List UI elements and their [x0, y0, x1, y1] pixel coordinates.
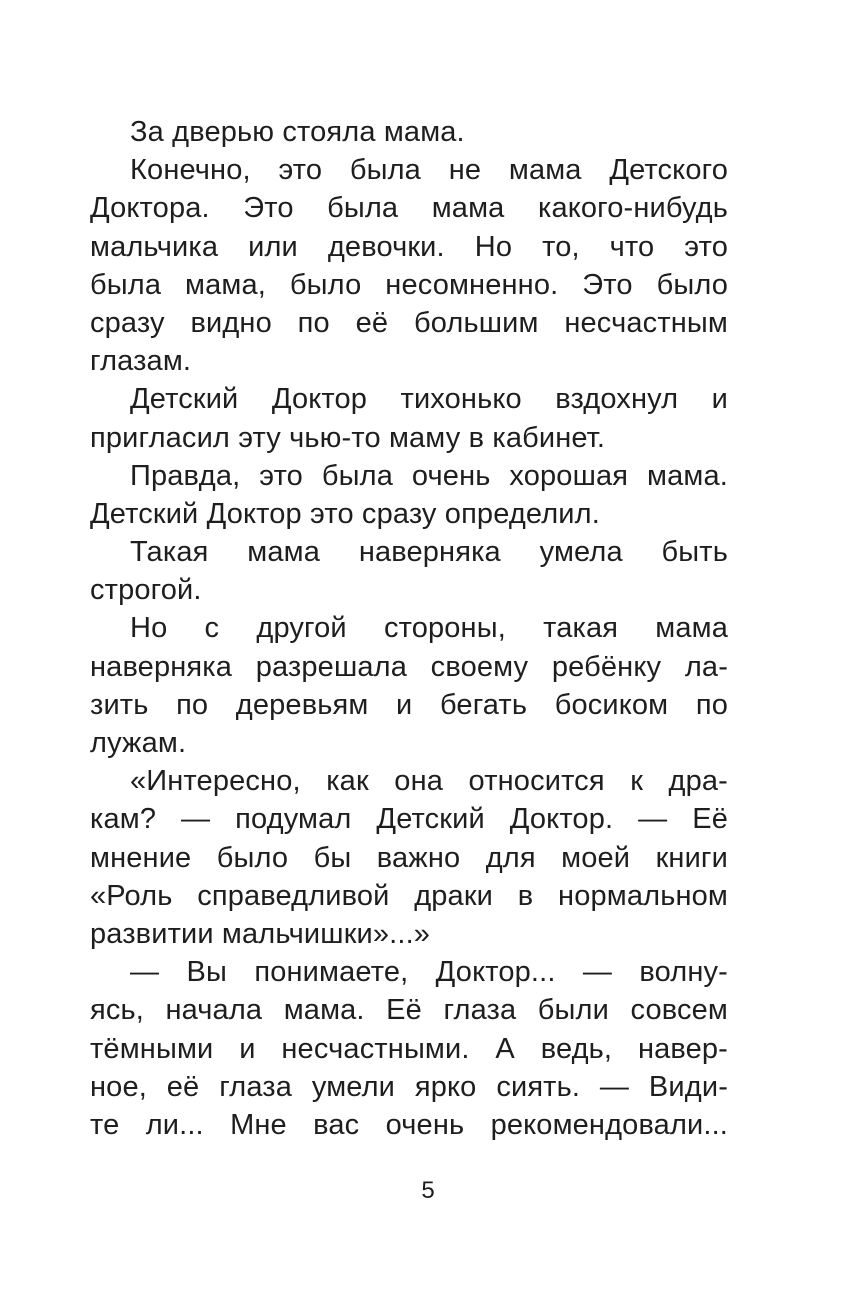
text-line: ясь, начала мама. Её глаза были совсем: [90, 994, 728, 1027]
text-line: те ли... Мне вас очень рекомендовали...: [90, 1108, 728, 1141]
text-line: За дверью стояла мама.: [130, 116, 465, 148]
text-line: строгой.: [90, 574, 202, 607]
text-line: Доктора. Это была мама какого-нибудь: [90, 192, 728, 225]
text-line: мнение было бы важно для моей книги: [90, 841, 728, 874]
text-line: кам? — подумал Детский Доктор. — Её: [90, 803, 728, 836]
text-line: Детский Доктор это сразу определил.: [90, 497, 600, 530]
text-line: «Интересно, как она относится к дра-: [130, 765, 728, 798]
text-line: глазам.: [90, 345, 192, 378]
text-line: — Вы понимаете, Доктор... — волну-: [130, 956, 728, 989]
text-line: была мама, было несомненно. Это было: [90, 268, 728, 301]
text-line: мальчика или девочки. Но то, что это: [90, 230, 728, 263]
text-line: Правда, это была очень хорошая мама.: [130, 459, 728, 492]
text-line: Детский Доктор тихонько вздохнул и: [130, 383, 728, 416]
text-line: сразу видно по её большим несчастным: [90, 306, 728, 339]
text-line: тёмными и несчастными. А ведь, навер-: [90, 1032, 728, 1065]
text-line: зить по деревьям и бегать босиком по: [90, 688, 728, 721]
text-line: наверняка разрешала своему ребёнку ла-: [90, 650, 728, 683]
text-line: «Роль справедливой драки в нормальном: [90, 879, 728, 912]
text-line: развитии мальчишки»...»: [90, 917, 431, 950]
body-text: [90, 113, 728, 1144]
text-line: Конечно, это была не мама Детского: [130, 154, 728, 187]
text-line: Но с другой стороны, такая мама: [130, 612, 728, 645]
page-number: 5: [421, 1177, 435, 1204]
text-line: ное, её глаза умели ярко сиять. — Види-: [90, 1070, 728, 1103]
text-line: лужам.: [90, 727, 187, 759]
text-line: пригласил эту чью-то маму в кабинет.: [90, 421, 606, 454]
text-line: Такая мама наверняка умела быть: [130, 536, 728, 569]
